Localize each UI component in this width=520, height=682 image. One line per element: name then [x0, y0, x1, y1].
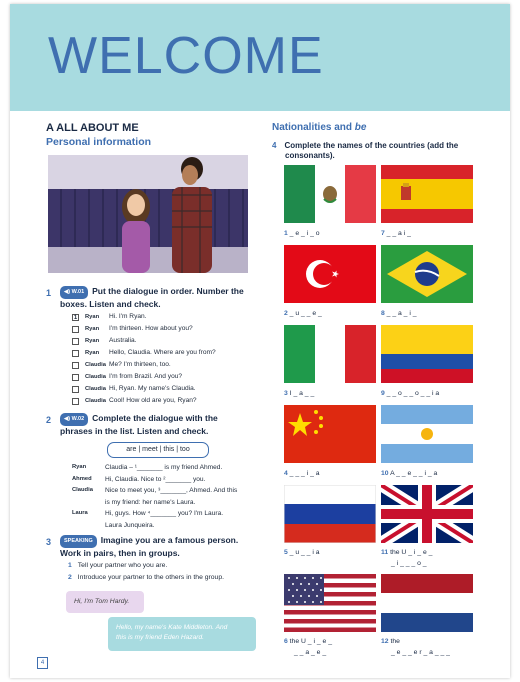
argentina-flag [381, 405, 473, 463]
ex1-instruction-text: Put the dialogue in order. Number the boxes. Listen and check. [60, 286, 244, 309]
audio-badge-w02[interactable]: ◀) W.02 [60, 413, 88, 426]
uk-flag [381, 485, 473, 543]
caption-12: 12 the _ e _ _ e r _ a _ _ _ [381, 638, 450, 656]
dialogue-line [72, 359, 216, 371]
caption-11: 11 the U _ i _ e _ _ i _ _ _ o _ [381, 549, 433, 567]
dialogue-text: Australia. [109, 337, 137, 344]
speech-bubble-2-line1: Hello, my name's Kate Middleton. And [116, 624, 228, 631]
ex1-dialogue [72, 311, 216, 407]
order-box[interactable] [72, 338, 79, 345]
speech-bubble-2-line2: this is my friend Eden Hazard. [116, 634, 204, 641]
order-box[interactable] [72, 386, 79, 393]
caption-7: 7 _ _ a i _ [381, 230, 411, 237]
ex2-number: 2 [46, 415, 52, 425]
dialogue-line [72, 497, 237, 509]
dialogue-text: Nice to meet you, ³_______, Ahmed. And this [105, 487, 238, 494]
spain-flag [381, 165, 473, 223]
speaker-name: Ryan [72, 464, 87, 470]
caption-9: 9 _ _ o _ _ o _ _ i a [381, 390, 440, 397]
nationalities-heading: Nationalities and be [272, 122, 367, 133]
dialogue-text: Me? I'm thirteen, too. [109, 361, 171, 368]
speaking-badge: SPEAKING [60, 535, 97, 548]
dialogue-line [72, 311, 216, 323]
dialogue-text: Hi, Ryan. My name's Claudia. [109, 385, 196, 392]
dialogue-line [72, 508, 237, 520]
caption-3: 3 I _ a _ _ [284, 390, 315, 397]
boy-figure [164, 155, 220, 273]
dialogue-line [72, 462, 237, 474]
dialogue-line [72, 395, 216, 407]
mexico-flag [284, 165, 376, 223]
speaker-name: Claudia [85, 398, 106, 404]
order-box[interactable] [72, 398, 79, 405]
dialogue-text: is my friend: her name's Laura. [105, 498, 196, 506]
speaker-name: Ryan [85, 338, 100, 344]
caption-2: 2 _ u _ _ e _ [284, 310, 322, 317]
page-title: WELCOME [48, 27, 324, 85]
dialogue-text: I'm thirteen. How about you? [109, 325, 193, 332]
china-flag [284, 405, 376, 463]
speaker-name: Ryan [85, 314, 100, 320]
speaker-name: Claudia [85, 362, 106, 368]
section-a-heading: A ALL ABOUT ME [46, 122, 139, 134]
usa-flag [284, 574, 376, 632]
dialogue-line [72, 323, 216, 335]
dialogue-line [72, 520, 237, 532]
dialogue-line [72, 474, 237, 486]
speaker-name: Laura [72, 510, 88, 516]
order-box[interactable] [72, 362, 79, 369]
caption-8: 8 _ _ a _ i _ [381, 310, 417, 317]
ex1-number: 1 [46, 288, 52, 298]
caption-10: 10 A _ _ e _ _ i _ a [381, 470, 438, 477]
colombia-flag [381, 325, 473, 383]
dialogue-text: Hello, Claudia. Where are you from? [109, 349, 216, 356]
welcome-banner [10, 4, 510, 111]
ex2-dialogue [72, 462, 237, 531]
dialogue-text: Hi. I'm Ryan. [109, 313, 147, 320]
speaker-name: Ahmed [72, 475, 92, 482]
speaker-name [72, 497, 105, 509]
textbook-page [10, 4, 510, 678]
speaker-name: Claudia [85, 374, 106, 380]
dialogue-text: Claudia – ¹_______ is my friend Ahmed. [105, 464, 223, 471]
speech-bubble-1: Hi, I'm Tom Hardy. [66, 591, 144, 613]
order-box[interactable] [72, 350, 79, 357]
dialogue-text: Hi, Claudia. Nice to ²_______ you. [105, 475, 206, 483]
ex3-number: 3 [46, 537, 52, 547]
speaker-name [72, 520, 105, 532]
dialogue-line [72, 347, 216, 359]
ex1-instruction [60, 286, 250, 310]
dialogue-text: I'm from Brazil. And you? [109, 373, 183, 380]
dialogue-line [72, 485, 237, 497]
audio-badge-w01[interactable]: ◀) W.01 [60, 286, 88, 299]
order-box[interactable] [72, 326, 79, 333]
ex3-steps [68, 560, 224, 584]
dialogue-line [72, 371, 216, 383]
ex2-instruction-text: Complete the dialogue with the phrases in the list. Listen and check. [60, 413, 218, 436]
dialogue-text: Cool! How old are you, Ryan? [109, 397, 197, 404]
caption-6: 6 the U _ i _ e _ _ _ a _ e _ [284, 638, 332, 656]
netherlands-flag [381, 574, 473, 632]
speaker-name: Claudia [85, 386, 106, 392]
speaker-name: Ryan [85, 350, 100, 356]
speech-bubble-2 [108, 617, 256, 651]
russia-flag [284, 485, 376, 543]
dialogue-line [72, 335, 216, 347]
section-a-subheading: Personal information [46, 136, 152, 148]
order-box[interactable] [72, 374, 79, 381]
italy-flag [284, 325, 376, 383]
dialogue-text: Hi, guys. How ⁴_______ you? I'm Laura. [105, 510, 224, 517]
page-number: 4 [37, 657, 48, 669]
order-box[interactable]: 1 [73, 314, 78, 321]
speaker-name: Claudia [72, 487, 93, 493]
ex3-instruction [60, 535, 250, 559]
ex3-step: 1 Tell your partner who you are. [68, 562, 168, 569]
ex3-instruction-text: Imagine you are a famous person. Work in pairs, then in groups. [60, 535, 239, 558]
phrase-box: are | meet | this | too [107, 442, 209, 458]
ex2-instruction [60, 413, 250, 437]
girl-figure [114, 177, 160, 273]
caption-1: 1 _ e _ i _ o [284, 230, 320, 237]
dialogue-line [72, 383, 216, 395]
dialogue-text: Laura Junqueira. [105, 521, 155, 529]
ex3-step: 2 Introduce your partner to the others in the group. [68, 574, 225, 581]
speaker-name: Ryan [85, 326, 100, 332]
students-photo [48, 155, 248, 273]
ex4-instruction: 4 Complete the names of the countries (add the consonants). [272, 141, 459, 160]
caption-4: 4 _ _ _ i _ a [284, 470, 320, 477]
caption-5: 5 _ u _ _ i a [284, 549, 320, 556]
brazil-flag [381, 245, 473, 303]
turkey-flag [284, 245, 376, 303]
